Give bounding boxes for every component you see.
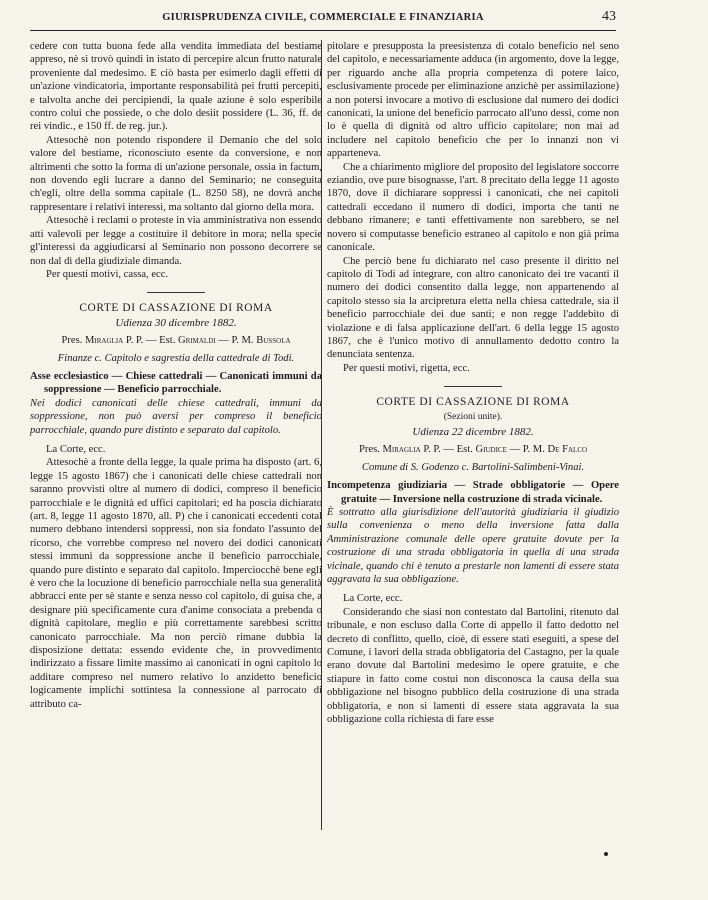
hearing-date: Udienza 22 dicembre 1882. <box>412 425 534 438</box>
right-paragraph-5: Considerando che siasi non contestato dal Bartolini, ritenuto dal tribunale, e non escluso dalla Corte di appello il fatto dedotto nel decreto di conflitto, quello, cioè, di essere stati eseguiti, a spese del Comune, i lavori della strada obbligatoria del Castagno, per la quale erano dovute dal Bartolini medesimo le opere gratuite, e che stiapure in fatto come costui non disconosca la causa della sua obbligazione nel bisogno pubblico della costruzione di una strada obbligatoria, e non si lamenti di essere stata aggravata la sua obbligazione colla richiesta di fare esse <box>327 606 619 726</box>
case-topic: Asse ecclesiastico — Chiese cattedrali — Canonicati immuni da soppressione — Beneficio parrocchiale. <box>30 370 322 396</box>
header-rule <box>30 30 616 31</box>
right-paragraph-2: Che a chiarimento migliore del proposito del legislatore soccorre eziandio, ove pure bisognasse, l'art. 8 precitato della legge 11 agosto 1870, dove il dichiarare soppressi i canonicati, che nei capitoli cattedrali eccedano il numero di dodici, importa che tanti ne debbano rimanere; e tanti effettivamente non sarebbero, se nel novero si computasse beneficio estraneo al capitolo e non già prima canonicale. <box>327 161 619 254</box>
left-paragraph-2: Attesochè non potendo rispondere il Demanio che del solo valore del bestiame, riconosciuto esente da conversione, e non altrimenti che sotto la forma di un'azione personale, ossia in factum, non dovendo egli lucrare a danno del Seminario; ne conseguita ch'egli, oltre della somma capitale (L. 8250 58), ne dovrà anche rappresentare i relativi interessi, ma soltanto dal giorno della mora. <box>30 134 322 213</box>
left-paragraph-3: Attesochè i reclami o proteste in via amministrativa non essendo atti valevoli per legge a costituire il debitore in mora; nella specie gl'interessi da aggiudicarsi al Seminario non possono decorrere se non dal dì della giudiziale dimanda. <box>30 215 322 267</box>
right-paragraph-3: Che perciò bene fu dichiarato nel caso presente il diritto nel capitolo di Todi ad integrare, con altro canonicato dei tre vacanti il numero dei dodici consentito dalla legge, non appartenendo al capitolo stesso sia la arcipretura eletta nella chiesa cattedrale, sia il beneficio parrocchiale dei due santi; e non regge l'addebito di violazione e di falsa applicazione dell'art. 6 della legge 15 agosto 1867, che è l'unico motivo di annullamento dedotto contro la denunciata sentenza. <box>327 255 619 361</box>
case-maxim: È sottratto alla giurisdizione dell'autorità giudiziaria il giudizio sulla convenienza o meno della inversione fatta dalla Amministrazione comunale delle opere gratuite dovute per la costruzione di una strada obbligatoria in quella di una strada vicinale, quando chi è tenuto a prestarle non lamenti di essere stata aggravata la sua obbligazione. <box>327 507 619 586</box>
bench-line: Pres. Miraglia P. P. — Est. Grimaldi — P. M. Bussola <box>61 335 291 347</box>
case-parties: Comune di S. Godenzo c. Bartolini-Salimbeni-Vinai. <box>361 461 585 473</box>
case-parties: Finanze c. Capitolo e sagrestia della cattedrale di Todi. <box>57 352 295 364</box>
court-title: CORTE DI CASSAZIONE DI ROMA <box>79 302 273 315</box>
left-paragraph-4: Per questi motivi, cassa, ecc. <box>46 268 169 280</box>
right-column <box>327 40 619 727</box>
right-paragraph-1: pitolare e presupposta la preesistenza di cotalo beneficio nel seno del capitolo, e necessariamente adduca (in argomento, dove la legge, per riguardo anche alla propria competenza di potere laico, esclusivamente procede per eliminazione anzichè per assimilazione) a non potersi invocare a motivo di esclusione dal numero dei dodici canonicati, la unione del beneficio parrocato all'uno dessi, come non lo è quella di dignità od altro ufficio capitolare; non mai ad includere nel capitolo beneficio che per lo innanzi non vi apparteneva. <box>327 41 619 160</box>
court-title: CORTE DI CASSAZIONE DI ROMA <box>376 396 570 409</box>
bench-line: Pres. Miraglia P. P. — Est. Giudice — P. M. De Falco <box>358 444 588 456</box>
left-paragraph-1: cedere con tutta buona fede alla vendita immediata del bestiame appreso, nè si trovò quindi in istato di percepire alcun frutto naturale proveniente dal medesimo. E ciò basta per esimerlo dagli effetti di un'azione vindicatoria, importante responsabilità pei frutti percepiti, e talvolta anche dei percipiendi, la quale azione è solo esperibile contro colui che possiede, o che dolo desiit possidere (L. 36, ff. de rei vindic., e 150 ff. de reg. jur.). <box>30 41 322 133</box>
section-separator <box>147 292 205 293</box>
la-corte: La Corte, ecc. <box>46 443 106 455</box>
left-column <box>30 40 322 711</box>
court-section: (Sezioni unite). <box>443 411 503 422</box>
stray-mark <box>604 852 608 856</box>
left-paragraph-5: Attesochè a fronte della legge, la quale prima ha disposto (art. 6, legge 15 agosto 1867) che i canonicati delle chiese cattedrali non saranno provvisti oltre al numero di dodici, compreso il beneficio parrocchiale e le dignità ed uffici capitolari; ed ha poscia dichiarato (art. 8, legge 11 agosto 1870, all. P) che i canonicati eccedenti cotal numero debbano intendersi soppressi, non sia fondato l'assunto del ricorso, che vorrebbe compreso nel novero dei dodici canonicati stessi immuni da soppressione anche il beneficio parrocchiale, quando pure distinto e separato dal capitolo. Imperciocchè bene egli è vero che la locuzione di beneficio parrocchiale nella sua generalità abbracci ente per sè stante e senza nesso col capitolo, di guisa che, a designare più specificamente cura d'anime consociata a prebenda o dignità capitolare, meglio e più correttamente sarebbesi scritto canonicato parrocchiale. Ma non perciò rimane dubbia la disposizione dettata: essendo evidente che, in provvedimento indirizzato a fissare limite massimo ai canonicati in ogni capitolo lo additare compreso nel numero relativo lo anzidetto beneficio logicamente implichi sottintesa la connessione al parrocato di attributo ca- <box>30 457 322 710</box>
page-number: 43 <box>602 9 616 24</box>
section-separator <box>444 386 502 387</box>
right-paragraph-4: Per questi motivi, rigetta, ecc. <box>343 362 470 374</box>
running-title: GIURISPRUDENZA CIVILE, COMMERCIALE E FINANZIARIA <box>162 12 484 23</box>
la-corte: La Corte, ecc. <box>343 593 403 605</box>
hearing-date: Udienza 30 dicembre 1882. <box>115 316 237 329</box>
column-divider <box>321 40 322 830</box>
case-topic: Incompetenza giudiziaria — Strade obbligatorie — Opere gratuite — Inversione nella costruzione di strada vicinale. <box>327 480 619 505</box>
case-maxim: Nei dodici canonicati delle chiese cattedrali, immuni da soppressione, non può aversi per compreso il beneficio parrocchiale, quando pure distinto e separato dal capitolo. <box>30 397 322 436</box>
